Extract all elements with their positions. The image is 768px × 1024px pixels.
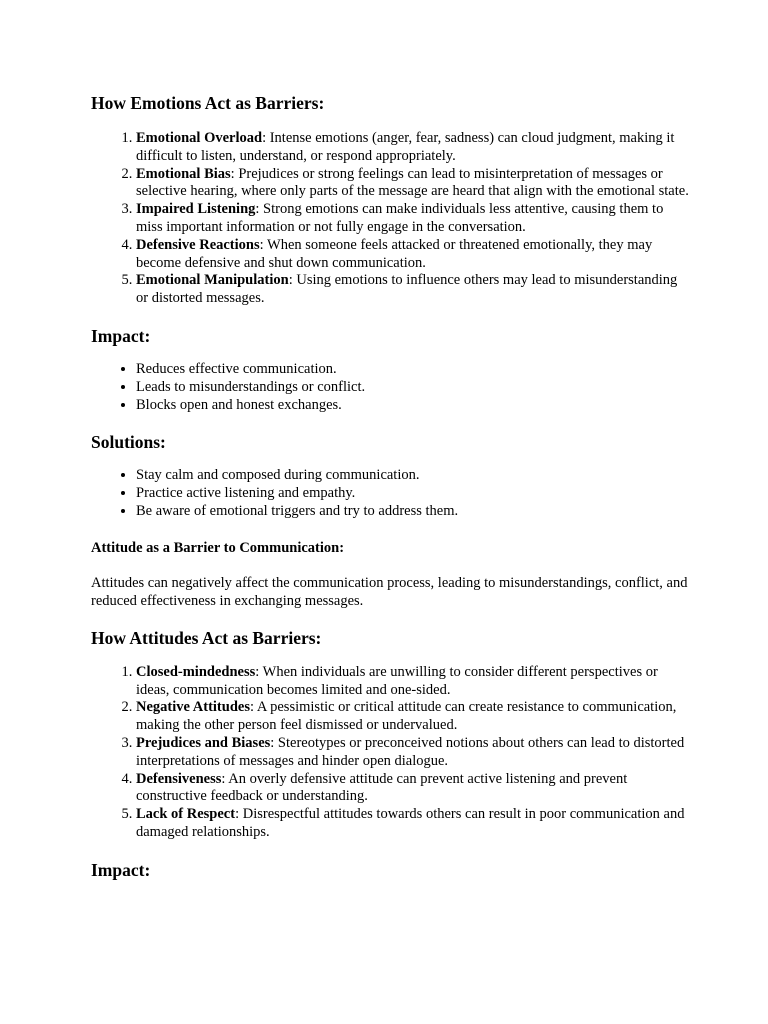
list-item-text: : Strong emotions can make individuals less attentive, causing them to miss important information or not fully engage in the conversation. xyxy=(136,201,664,235)
list-item-term: Lack of Respect xyxy=(136,806,236,823)
list-item xyxy=(136,130,691,166)
list-item-term: Prejudices and Biases xyxy=(136,734,271,751)
emotions-barriers-heading: How Emotions Act as Barriers: xyxy=(91,93,325,113)
list-item xyxy=(136,806,691,842)
list-item-text: : Stereotypes or preconceived notions about others can lead to distorted interpretations of messages and hinder open dialogue. xyxy=(136,734,685,769)
document-content xyxy=(91,92,691,881)
list-item: • Practice active listening and empathy. xyxy=(136,485,691,503)
list-item: • Be aware of emotional triggers and try to address them. xyxy=(136,503,691,521)
list-item-term: Emotional Manipulation xyxy=(136,272,289,289)
list-item: • Blocks open and honest exchanges. xyxy=(136,397,691,415)
list-item xyxy=(136,272,691,308)
list-item-term: Closed-mindedness xyxy=(136,663,256,680)
list-item-text: : When individuals are unwilling to consider different perspectives or ideas, communication becomes limited and one-sided. xyxy=(136,663,658,698)
impact-heading: Impact: xyxy=(91,325,151,346)
list-item-text: : Disrespectful attitudes towards others can result in poor communication and damaged relationships. xyxy=(136,806,685,840)
list-item xyxy=(136,237,691,273)
emotions-barriers-list xyxy=(91,130,691,308)
list-item xyxy=(136,699,691,735)
list-item: • Leads to misunderstandings or conflict. xyxy=(136,379,691,397)
list-item-term: Defensive Reactions xyxy=(136,236,260,253)
impact-heading-2: Impact: xyxy=(91,859,151,880)
list-item: • Reduces effective communication. xyxy=(136,361,691,379)
attitudes-barriers-list xyxy=(91,664,691,842)
list-item-text: : An overly defensive attitude can prevent active listening and prevent constructive feedback or understanding. xyxy=(136,770,628,805)
attitudes-barriers-heading: How Attitudes Act as Barriers: xyxy=(91,627,322,648)
attitude-paragraph: Attitudes can negatively affect the communication process, leading to misunderstandings, conflict, and reduced effectiveness in exchanging messages. xyxy=(91,574,688,609)
list-item: • Stay calm and composed during communication. xyxy=(136,467,691,485)
list-item-text: : A pessimistic or critical attitude can create resistance to communication, making the other person feel dismissed or undervalued. xyxy=(136,699,677,734)
list-item xyxy=(136,664,691,700)
list-item xyxy=(136,166,691,202)
solutions-list xyxy=(91,467,691,520)
list-item-text: : When someone feels attacked or threatened emotionally, they may become defensive and shut down communication. xyxy=(136,236,653,271)
list-item-text: : Using emotions to influence others may lead to misunderstanding or distorted messages. xyxy=(136,272,678,307)
list-item-term: Emotional Bias xyxy=(136,165,231,182)
attitude-barrier-heading: Attitude as a Barrier to Communication: xyxy=(91,539,345,556)
list-item xyxy=(136,735,691,771)
list-item xyxy=(136,771,691,807)
list-item xyxy=(136,201,691,237)
list-item-term: Impaired Listening xyxy=(136,201,256,218)
list-item-term: Emotional Overload xyxy=(136,130,263,146)
impact-list xyxy=(91,361,691,414)
solutions-heading: Solutions: xyxy=(91,432,166,453)
list-item-text: : Intense emotions (anger, fear, sadness) can cloud judgment, making it difficult to listen, understand, or respond appropriately. xyxy=(136,130,675,164)
list-item-term: Defensiveness xyxy=(136,770,222,787)
list-item-term: Negative Attitudes xyxy=(136,699,250,716)
list-item-text: : Prejudices or strong feelings can lead to misinterpretation of messages or selective hearing, where only parts of the message are heard that align with the emotional state. xyxy=(136,165,689,200)
